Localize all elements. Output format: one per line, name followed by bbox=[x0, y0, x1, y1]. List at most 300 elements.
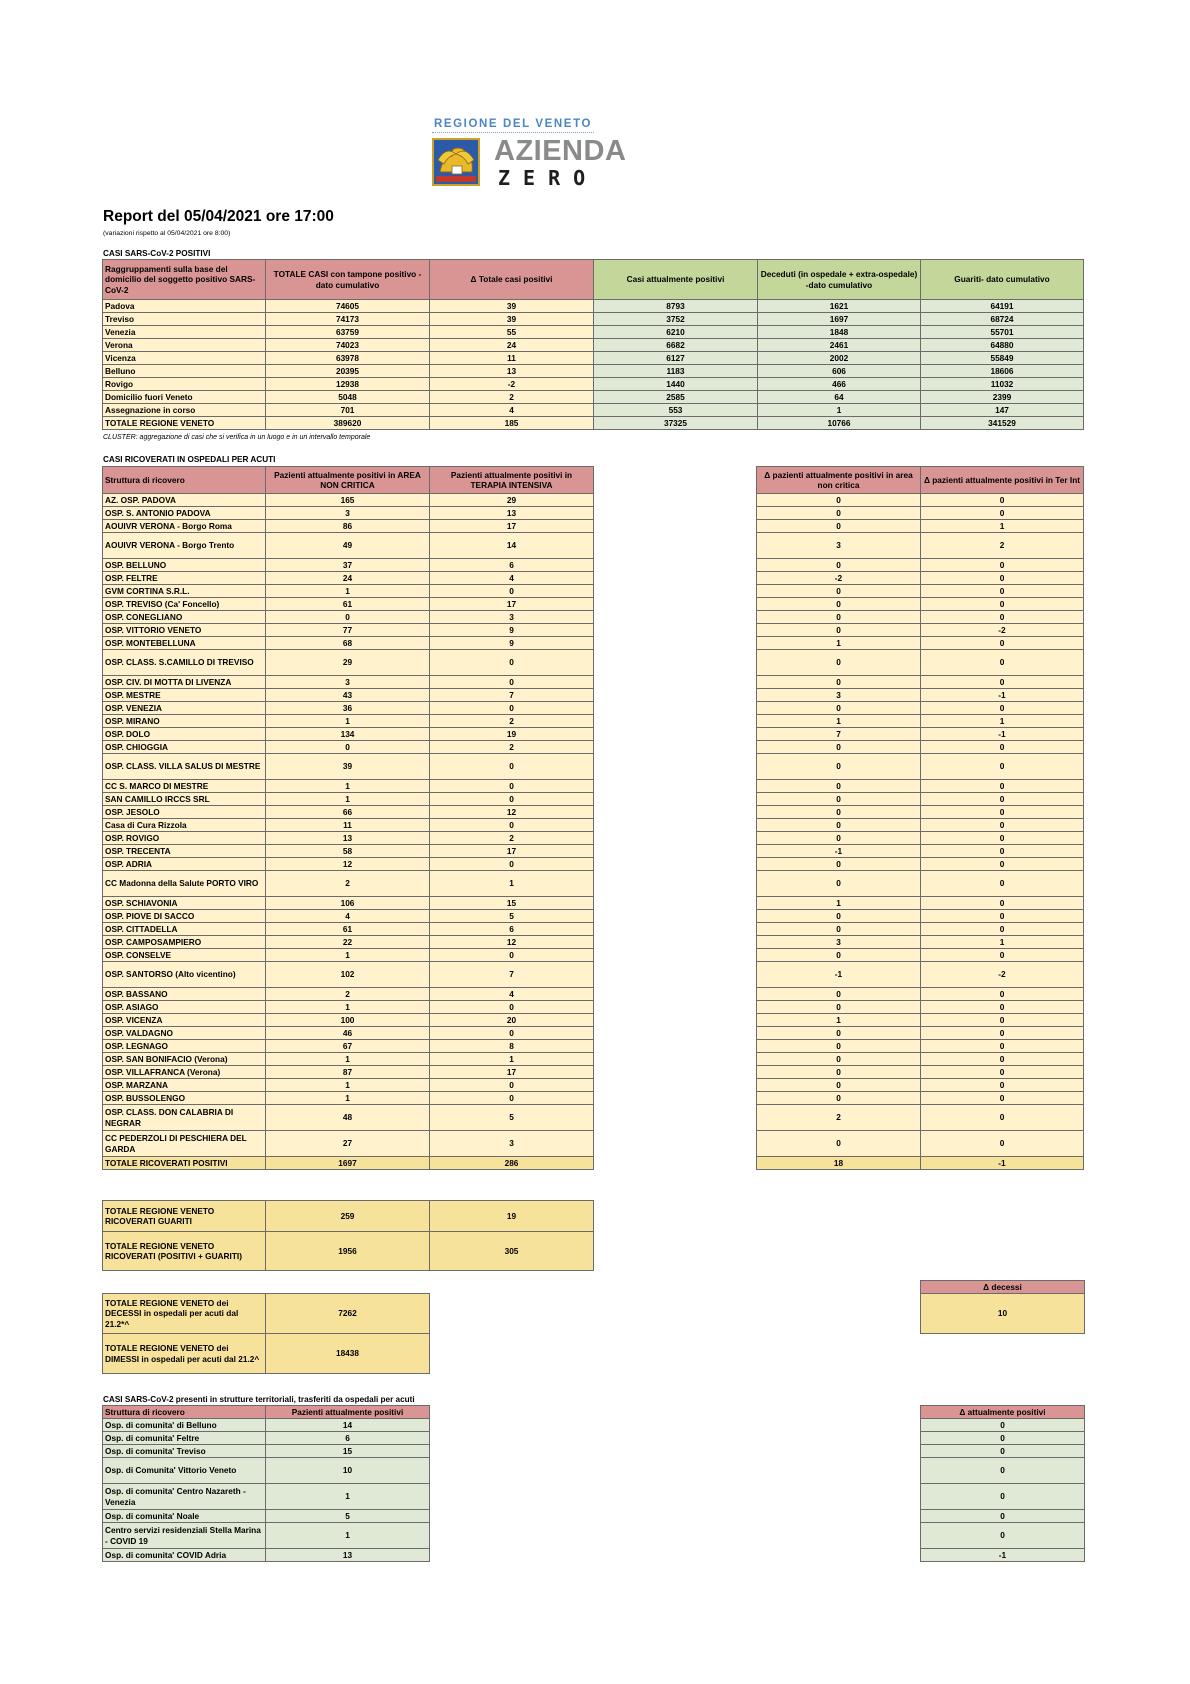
cell-facility: CC S. MARCO DI MESTRE bbox=[103, 780, 266, 793]
cell-delta-non-critical: -1 bbox=[757, 845, 921, 858]
territorial-row bbox=[103, 1484, 430, 1510]
hospital-row bbox=[103, 624, 594, 637]
recovered-intensive: 19 bbox=[430, 1201, 594, 1232]
cell-facility: OSP. ADRIA bbox=[103, 858, 266, 871]
hospital-delta-row bbox=[757, 1053, 1084, 1066]
hospital-delta-row bbox=[757, 520, 1084, 533]
cell-facility: OSP. CONEGLIANO bbox=[103, 611, 266, 624]
cell-intensive: 2 bbox=[430, 741, 594, 754]
col-header-delta-non-critical: Δ pazienti attualmente positivi in area non critica bbox=[757, 467, 921, 494]
cell-delta-total: 11 bbox=[430, 352, 594, 365]
cell-delta-intensive: 0 bbox=[921, 1079, 1084, 1092]
cell-facility: OSP. CHIOGGIA bbox=[103, 741, 266, 754]
cell-delta-non-critical: 3 bbox=[757, 533, 921, 559]
cell-delta-intensive: -1 bbox=[921, 689, 1084, 702]
cell-delta-intensive: 0 bbox=[921, 988, 1084, 1001]
col-header-delta-total: Δ Totale casi positivi bbox=[430, 260, 594, 300]
cell-delta-intensive: 0 bbox=[921, 949, 1084, 962]
cell-intensive: 5 bbox=[430, 910, 594, 923]
cell-non-critical: 29 bbox=[266, 650, 430, 676]
territorial-delta-table bbox=[920, 1405, 1085, 1562]
positive-cases-row bbox=[103, 352, 1084, 365]
cell-intensive: 15 bbox=[430, 897, 594, 910]
cell-facility: AZ. OSP. PADOVA bbox=[103, 494, 266, 507]
hospital-row bbox=[103, 715, 594, 728]
hospital-delta-row bbox=[757, 1105, 1084, 1131]
hospital-row bbox=[103, 702, 594, 715]
cell-total-cases: 5048 bbox=[266, 391, 430, 404]
cell-delta-intensive: 0 bbox=[921, 793, 1084, 806]
cell-delta-non-critical: 0 bbox=[757, 923, 921, 936]
hospital-row bbox=[103, 1066, 594, 1079]
cell-facility: OSP. CLASS. DON CALABRIA DI NEGRAR bbox=[103, 1105, 266, 1131]
cell-deceased: 2461 bbox=[758, 339, 921, 352]
positive-cases-row bbox=[103, 365, 1084, 378]
cell-non-critical: 49 bbox=[266, 533, 430, 559]
hospital-row bbox=[103, 819, 594, 832]
territorial-delta-row bbox=[921, 1510, 1085, 1523]
cell-non-critical: 36 bbox=[266, 702, 430, 715]
logo-divider bbox=[432, 132, 594, 133]
cell-region: TOTALE REGIONE VENETO bbox=[103, 417, 266, 430]
cell-non-critical: 165 bbox=[266, 494, 430, 507]
cell-delta-intensive: 0 bbox=[921, 507, 1084, 520]
hospital-row bbox=[103, 1079, 594, 1092]
cell-delta-non-critical: 0 bbox=[757, 793, 921, 806]
cell-territorial-delta: -1 bbox=[921, 1549, 1085, 1562]
cell-facility: OSP. SANTORSO (Alto vicentino) bbox=[103, 962, 266, 988]
cell-intensive: 7 bbox=[430, 689, 594, 702]
hospital-row bbox=[103, 923, 594, 936]
cell-delta-intensive: 0 bbox=[921, 1066, 1084, 1079]
cell-delta-non-critical: 0 bbox=[757, 598, 921, 611]
cell-intensive: 17 bbox=[430, 520, 594, 533]
cell-non-critical: 37 bbox=[266, 559, 430, 572]
hospital-row bbox=[103, 520, 594, 533]
cell-intensive: 0 bbox=[430, 858, 594, 871]
cell-deceased: 1 bbox=[758, 404, 921, 417]
cell-delta-non-critical: 0 bbox=[757, 520, 921, 533]
territorial-delta-row bbox=[921, 1458, 1085, 1484]
cell-recovered: 55701 bbox=[921, 326, 1084, 339]
cell-facility: OSP. VILLAFRANCA (Verona) bbox=[103, 1066, 266, 1079]
cell-facility: OSP. VITTORIO VENETO bbox=[103, 624, 266, 637]
report-subtitle: (variazioni rispetto al 05/04/2021 ore 8:00) bbox=[103, 230, 231, 237]
cell-delta-non-critical: 0 bbox=[757, 949, 921, 962]
cell-delta-intensive: 0 bbox=[921, 637, 1084, 650]
hospital-row bbox=[103, 598, 594, 611]
cell-facility: OSP. VICENZA bbox=[103, 1014, 266, 1027]
hospital-delta-row bbox=[757, 624, 1084, 637]
hospital-delta-table bbox=[756, 466, 1084, 1170]
cell-delta-non-critical: 0 bbox=[757, 754, 921, 780]
cell-intensive: 0 bbox=[430, 1092, 594, 1105]
hospital-row bbox=[103, 494, 594, 507]
cell-non-critical: 102 bbox=[266, 962, 430, 988]
cell-recovered: 147 bbox=[921, 404, 1084, 417]
cell-delta-intensive: 0 bbox=[921, 1001, 1084, 1014]
cell-facility: OSP. ROVIGO bbox=[103, 832, 266, 845]
cell-delta-intensive: 0 bbox=[921, 780, 1084, 793]
cell-delta-non-critical: 0 bbox=[757, 1053, 921, 1066]
hospital-row bbox=[103, 897, 594, 910]
section5-caption: CASI SARS-CoV-2 presenti in strutture territoriali, trasferiti da ospedali per acuti bbox=[103, 1395, 415, 1404]
cell-territorial-delta: 0 bbox=[921, 1523, 1085, 1549]
cell-current-positives: 6127 bbox=[594, 352, 758, 365]
cell-facility: OSP. MONTEBELLUNA bbox=[103, 637, 266, 650]
cell-delta-intensive: 0 bbox=[921, 819, 1084, 832]
territorial-delta-row bbox=[921, 1419, 1085, 1432]
hospital-delta-row bbox=[757, 728, 1084, 741]
cell-intensive: 14 bbox=[430, 533, 594, 559]
hospital-delta-total-row bbox=[757, 1157, 1084, 1170]
cell-territorial-positives: 5 bbox=[266, 1510, 430, 1523]
col-header-deceased: Deceduti (in ospedale + extra-ospedale) -dato cumulativo bbox=[758, 260, 921, 300]
hospital-row bbox=[103, 832, 594, 845]
territorial-row bbox=[103, 1458, 430, 1484]
cell-total-cases: 20395 bbox=[266, 365, 430, 378]
cell-intensive: 0 bbox=[430, 1079, 594, 1092]
col-header-territorial-positives: Pazienti attualmente positivi bbox=[266, 1406, 430, 1419]
cell-intensive: 0 bbox=[430, 585, 594, 598]
territorial-delta-row bbox=[921, 1484, 1085, 1510]
positive-cases-row bbox=[103, 300, 1084, 313]
cell-delta-intensive: 0 bbox=[921, 754, 1084, 780]
cell-facility: OSP. SAN BONIFACIO (Verona) bbox=[103, 1053, 266, 1066]
cell-recovered: 64191 bbox=[921, 300, 1084, 313]
hospital-delta-row bbox=[757, 845, 1084, 858]
hospital-delta-row bbox=[757, 572, 1084, 585]
hospital-delta-row bbox=[757, 533, 1084, 559]
delta-deaths-table bbox=[920, 1280, 1085, 1334]
cell-non-critical: 68 bbox=[266, 637, 430, 650]
cell-deceased: 64 bbox=[758, 391, 921, 404]
cell-facility: OSP. TREVISO (Ca' Foncello) bbox=[103, 598, 266, 611]
cell-delta-intensive: 1 bbox=[921, 936, 1084, 949]
cell-delta-non-critical: 0 bbox=[757, 1040, 921, 1053]
hospital-row bbox=[103, 793, 594, 806]
cell-non-critical: 3 bbox=[266, 507, 430, 520]
col-header-non-critical: Pazienti attualmente positivi in AREA NON CRITICA bbox=[266, 467, 430, 494]
cell-territorial-positives: 10 bbox=[266, 1458, 430, 1484]
cell-intensive: 0 bbox=[430, 1027, 594, 1040]
hospital-delta-row bbox=[757, 1066, 1084, 1079]
cell-intensive: 6 bbox=[430, 559, 594, 572]
cell-facility: OSP. CLASS. S.CAMILLO DI TREVISO bbox=[103, 650, 266, 676]
hospital-row bbox=[103, 871, 594, 897]
cell-territorial-positives: 6 bbox=[266, 1432, 430, 1445]
territorial-row bbox=[103, 1523, 430, 1549]
cell-facility: OSP. LEGNAGO bbox=[103, 1040, 266, 1053]
cell-delta-intensive: 0 bbox=[921, 1014, 1084, 1027]
cell-territorial-delta: 0 bbox=[921, 1458, 1085, 1484]
hospital-delta-row bbox=[757, 1079, 1084, 1092]
cell-non-critical: 0 bbox=[266, 611, 430, 624]
hospital-delta-row bbox=[757, 702, 1084, 715]
hospital-row bbox=[103, 806, 594, 819]
section2-caption: CASI RICOVERATI IN OSPEDALI PER ACUTI bbox=[103, 455, 276, 464]
cell-facility: OSP. S. ANTONIO PADOVA bbox=[103, 507, 266, 520]
cell-intensive: 0 bbox=[430, 793, 594, 806]
cell-facility: Casa di Cura Rizzola bbox=[103, 819, 266, 832]
logo-region-text: REGIONE DEL VENETO bbox=[433, 118, 593, 130]
cell-delta-non-critical: 0 bbox=[757, 988, 921, 1001]
cell-facility: AOUIVR VERONA - Borgo Trento bbox=[103, 533, 266, 559]
cell-territorial-delta: 0 bbox=[921, 1484, 1085, 1510]
cell-delta-non-critical: 7 bbox=[757, 728, 921, 741]
cell-delta-non-critical: 1 bbox=[757, 637, 921, 650]
hospital-row bbox=[103, 936, 594, 949]
cell-territorial-positives: 1 bbox=[266, 1523, 430, 1549]
hospital-delta-row bbox=[757, 754, 1084, 780]
cell-non-critical: 27 bbox=[266, 1131, 430, 1157]
cell-intensive: 8 bbox=[430, 1040, 594, 1053]
cell-delta-intensive: 1 bbox=[921, 520, 1084, 533]
cell-region: Vicenza bbox=[103, 352, 266, 365]
hospital-delta-row bbox=[757, 689, 1084, 702]
cell-territorial-facility: Centro servizi residenziali Stella Marina - COVID 19 bbox=[103, 1523, 266, 1549]
hospital-delta-row bbox=[757, 585, 1084, 598]
cell-non-critical: 66 bbox=[266, 806, 430, 819]
hospital-row bbox=[103, 1027, 594, 1040]
cell-facility: AOUIVR VERONA - Borgo Roma bbox=[103, 520, 266, 533]
deaths-value: 7262 bbox=[266, 1294, 430, 1334]
cell-delta-total: 39 bbox=[430, 300, 594, 313]
cell-delta-total: -2 bbox=[430, 378, 594, 391]
cell-facility: OSP. MIRANO bbox=[103, 715, 266, 728]
cell-territorial-delta: 0 bbox=[921, 1432, 1085, 1445]
hospital-row bbox=[103, 689, 594, 702]
cell-non-critical: 1 bbox=[266, 780, 430, 793]
cell-facility: OSP. BASSANO bbox=[103, 988, 266, 1001]
cell-non-critical: 3 bbox=[266, 676, 430, 689]
cell-delta-intensive: 0 bbox=[921, 897, 1084, 910]
cell-delta-total: 39 bbox=[430, 313, 594, 326]
cell-current-positives: 6682 bbox=[594, 339, 758, 352]
cell-delta-intensive: 0 bbox=[921, 598, 1084, 611]
cell-current-positives: 3752 bbox=[594, 313, 758, 326]
total-hospitalized-label: TOTALE REGIONE VENETO RICOVERATI (POSITIVI + GUARITI) bbox=[103, 1232, 266, 1271]
cell-territorial-positives: 14 bbox=[266, 1419, 430, 1432]
cell-total-cases: 389620 bbox=[266, 417, 430, 430]
cell-territorial-facility: Osp. di comunita' COVID Adria bbox=[103, 1549, 266, 1562]
cell-facility: OSP. JESOLO bbox=[103, 806, 266, 819]
cell-deceased: 2002 bbox=[758, 352, 921, 365]
cell-deceased: 1697 bbox=[758, 313, 921, 326]
cell-delta-non-critical: 2 bbox=[757, 1105, 921, 1131]
hospital-delta-row bbox=[757, 962, 1084, 988]
hospital-recovered-table bbox=[102, 1200, 594, 1271]
hospital-delta-row bbox=[757, 1001, 1084, 1014]
territorial-facilities-table bbox=[102, 1405, 430, 1562]
cell-recovered: 11032 bbox=[921, 378, 1084, 391]
cell-delta-non-critical: 3 bbox=[757, 689, 921, 702]
cell-deceased: 466 bbox=[758, 378, 921, 391]
cell-facility: OSP. MESTRE bbox=[103, 689, 266, 702]
cell-intensive: 29 bbox=[430, 494, 594, 507]
positive-cases-row bbox=[103, 378, 1084, 391]
hospital-delta-row bbox=[757, 598, 1084, 611]
cell-territorial-delta: 0 bbox=[921, 1445, 1085, 1458]
cell-non-critical: 39 bbox=[266, 754, 430, 780]
cell-intensive: 20 bbox=[430, 1014, 594, 1027]
cell-delta-non-critical: -2 bbox=[757, 572, 921, 585]
col-header-grouping: Raggruppamenti sulla base del domicilio del soggetto positivo SARS-CoV-2 bbox=[103, 260, 266, 300]
recovered-label: TOTALE REGIONE VENETO RICOVERATI GUARITI bbox=[103, 1201, 266, 1232]
cell-territorial-delta: 0 bbox=[921, 1510, 1085, 1523]
cell-non-critical: 86 bbox=[266, 520, 430, 533]
cell-recovered: 55849 bbox=[921, 352, 1084, 365]
territorial-delta-rows bbox=[921, 1419, 1085, 1562]
cell-non-critical: 87 bbox=[266, 1066, 430, 1079]
hospital-row bbox=[103, 1092, 594, 1105]
cell-territorial-facility: Osp. di comunita' Noale bbox=[103, 1510, 266, 1523]
cell-facility: OSP. BELLUNO bbox=[103, 559, 266, 572]
cell-delta-total: 4 bbox=[430, 404, 594, 417]
cell-delta-non-critical: 0 bbox=[757, 832, 921, 845]
col-header-territorial-delta: Δ attualmente positivi bbox=[921, 1406, 1085, 1419]
cell-delta-total: 185 bbox=[430, 417, 594, 430]
cell-delta-non-critical: 0 bbox=[757, 494, 921, 507]
cell-delta-intensive: 0 bbox=[921, 559, 1084, 572]
cell-delta-non-critical: 0 bbox=[757, 780, 921, 793]
hospital-row bbox=[103, 845, 594, 858]
cell-territorial-positives: 13 bbox=[266, 1549, 430, 1562]
cell-delta-non-critical: 0 bbox=[757, 1131, 921, 1157]
cell-territorial-positives: 15 bbox=[266, 1445, 430, 1458]
cell-current-positives: 6210 bbox=[594, 326, 758, 339]
cell-non-critical: 61 bbox=[266, 923, 430, 936]
cell-non-critical: 106 bbox=[266, 897, 430, 910]
cell-intensive: 0 bbox=[430, 676, 594, 689]
cell-facility: OSP. CAMPOSAMPIERO bbox=[103, 936, 266, 949]
hospital-row bbox=[103, 1001, 594, 1014]
positive-cases-row bbox=[103, 404, 1084, 417]
cell-facility: OSP. MARZANA bbox=[103, 1079, 266, 1092]
hospital-delta-row bbox=[757, 949, 1084, 962]
cell-intensive: 4 bbox=[430, 988, 594, 1001]
cell-delta-non-critical: -1 bbox=[757, 962, 921, 988]
azienda-zero-logo bbox=[430, 118, 627, 190]
hospital-delta-rows bbox=[757, 494, 1084, 1170]
cell-delta-non-critical: 0 bbox=[757, 910, 921, 923]
cell-region: Treviso bbox=[103, 313, 266, 326]
positive-cases-row bbox=[103, 313, 1084, 326]
venice-lion-seal-icon bbox=[432, 138, 480, 186]
cell-delta-non-critical: 0 bbox=[757, 559, 921, 572]
cell-delta-total: 55 bbox=[430, 326, 594, 339]
hospital-delta-row bbox=[757, 936, 1084, 949]
col-header-total-cases: TOTALE CASI con tampone positivo - dato cumulativo bbox=[266, 260, 430, 300]
cell-intensive: 0 bbox=[430, 1001, 594, 1014]
cell-intensive: 17 bbox=[430, 1066, 594, 1079]
cell-region: Rovigo bbox=[103, 378, 266, 391]
cell-intensive: 0 bbox=[430, 754, 594, 780]
cell-intensive: 0 bbox=[430, 819, 594, 832]
cell-recovered: 18606 bbox=[921, 365, 1084, 378]
cell-total-cases: 63759 bbox=[266, 326, 430, 339]
hospital-row bbox=[103, 572, 594, 585]
positive-cases-row bbox=[103, 339, 1084, 352]
hospital-row bbox=[103, 559, 594, 572]
cell-territorial-facility: Osp. di comunita' di Belluno bbox=[103, 1419, 266, 1432]
hospital-delta-row bbox=[757, 741, 1084, 754]
hospital-delta-row bbox=[757, 871, 1084, 897]
cell-delta-non-critical: 0 bbox=[757, 1079, 921, 1092]
positive-cases-row bbox=[103, 391, 1084, 404]
cell-territorial-facility: Osp. di comunita' Feltre bbox=[103, 1432, 266, 1445]
cell-facility: OSP. SCHIAVONIA bbox=[103, 897, 266, 910]
cell-delta-intensive: 0 bbox=[921, 1092, 1084, 1105]
cell-delta-non-critical: 1 bbox=[757, 897, 921, 910]
cell-territorial-positives: 1 bbox=[266, 1484, 430, 1510]
hospital-row bbox=[103, 949, 594, 962]
cell-non-critical: 67 bbox=[266, 1040, 430, 1053]
cell-territorial-delta: 0 bbox=[921, 1419, 1085, 1432]
cell-current-positives: 553 bbox=[594, 404, 758, 417]
cell-intensive: 1 bbox=[430, 1053, 594, 1066]
cell-intensive: 5 bbox=[430, 1105, 594, 1131]
cell-delta-intensive: 0 bbox=[921, 572, 1084, 585]
territorial-row bbox=[103, 1432, 430, 1445]
hospital-row bbox=[103, 533, 594, 559]
hospital-row bbox=[103, 585, 594, 598]
cell-region: Domicilio fuori Veneto bbox=[103, 391, 266, 404]
cell-delta-intensive: -2 bbox=[921, 962, 1084, 988]
hospital-delta-row bbox=[757, 806, 1084, 819]
cell-delta-non-critical: 0 bbox=[757, 806, 921, 819]
hospital-delta-row bbox=[757, 1131, 1084, 1157]
cell-intensive: 6 bbox=[430, 923, 594, 936]
territorial-delta-row bbox=[921, 1445, 1085, 1458]
cell-facility: GVM CORTINA S.R.L. bbox=[103, 585, 266, 598]
territorial-facilities-rows bbox=[103, 1419, 430, 1562]
cell-delta-non-critical: 1 bbox=[757, 715, 921, 728]
cell-delta-non-critical: 0 bbox=[757, 507, 921, 520]
cell-delta-non-critical: 0 bbox=[757, 650, 921, 676]
cell-total-cases: 12938 bbox=[266, 378, 430, 391]
cell-intensive: 3 bbox=[430, 611, 594, 624]
cell-territorial-facility: Osp. di comunita' Treviso bbox=[103, 1445, 266, 1458]
hospital-delta-row bbox=[757, 559, 1084, 572]
cell-intensive: 12 bbox=[430, 806, 594, 819]
cell-intensive: 9 bbox=[430, 624, 594, 637]
cell-current-positives: 8793 bbox=[594, 300, 758, 313]
cell-facility: OSP. CITTADELLA bbox=[103, 923, 266, 936]
cell-recovered: 341529 bbox=[921, 417, 1084, 430]
cell-non-critical: 12 bbox=[266, 858, 430, 871]
cell-intensive: 4 bbox=[430, 572, 594, 585]
cell-deceased: 1621 bbox=[758, 300, 921, 313]
cell-delta-intensive: 0 bbox=[921, 1027, 1084, 1040]
hospital-patients-rows bbox=[103, 494, 594, 1170]
cell-non-critical: 1 bbox=[266, 1079, 430, 1092]
cell-delta-intensive: 0 bbox=[921, 806, 1084, 819]
report-title: Report del 05/04/2021 ore 17:00 bbox=[103, 208, 334, 225]
cell-total-cases: 74605 bbox=[266, 300, 430, 313]
cell-non-critical: 43 bbox=[266, 689, 430, 702]
territorial-row bbox=[103, 1549, 430, 1562]
hospital-row bbox=[103, 754, 594, 780]
cell-delta-non-critical: 0 bbox=[757, 624, 921, 637]
discharged-value: 18438 bbox=[266, 1334, 430, 1374]
cell-facility: CC Madonna della Salute PORTO VIRO bbox=[103, 871, 266, 897]
cell-delta-intensive: 0 bbox=[921, 845, 1084, 858]
cell-intensive: 12 bbox=[430, 936, 594, 949]
cell-facility: OSP. CLASS. VILLA SALUS DI MESTRE bbox=[103, 754, 266, 780]
col-header-delta-intensive: Δ pazienti attualmente positivi in Ter Int bbox=[921, 467, 1084, 494]
cell-non-critical: 4 bbox=[266, 910, 430, 923]
